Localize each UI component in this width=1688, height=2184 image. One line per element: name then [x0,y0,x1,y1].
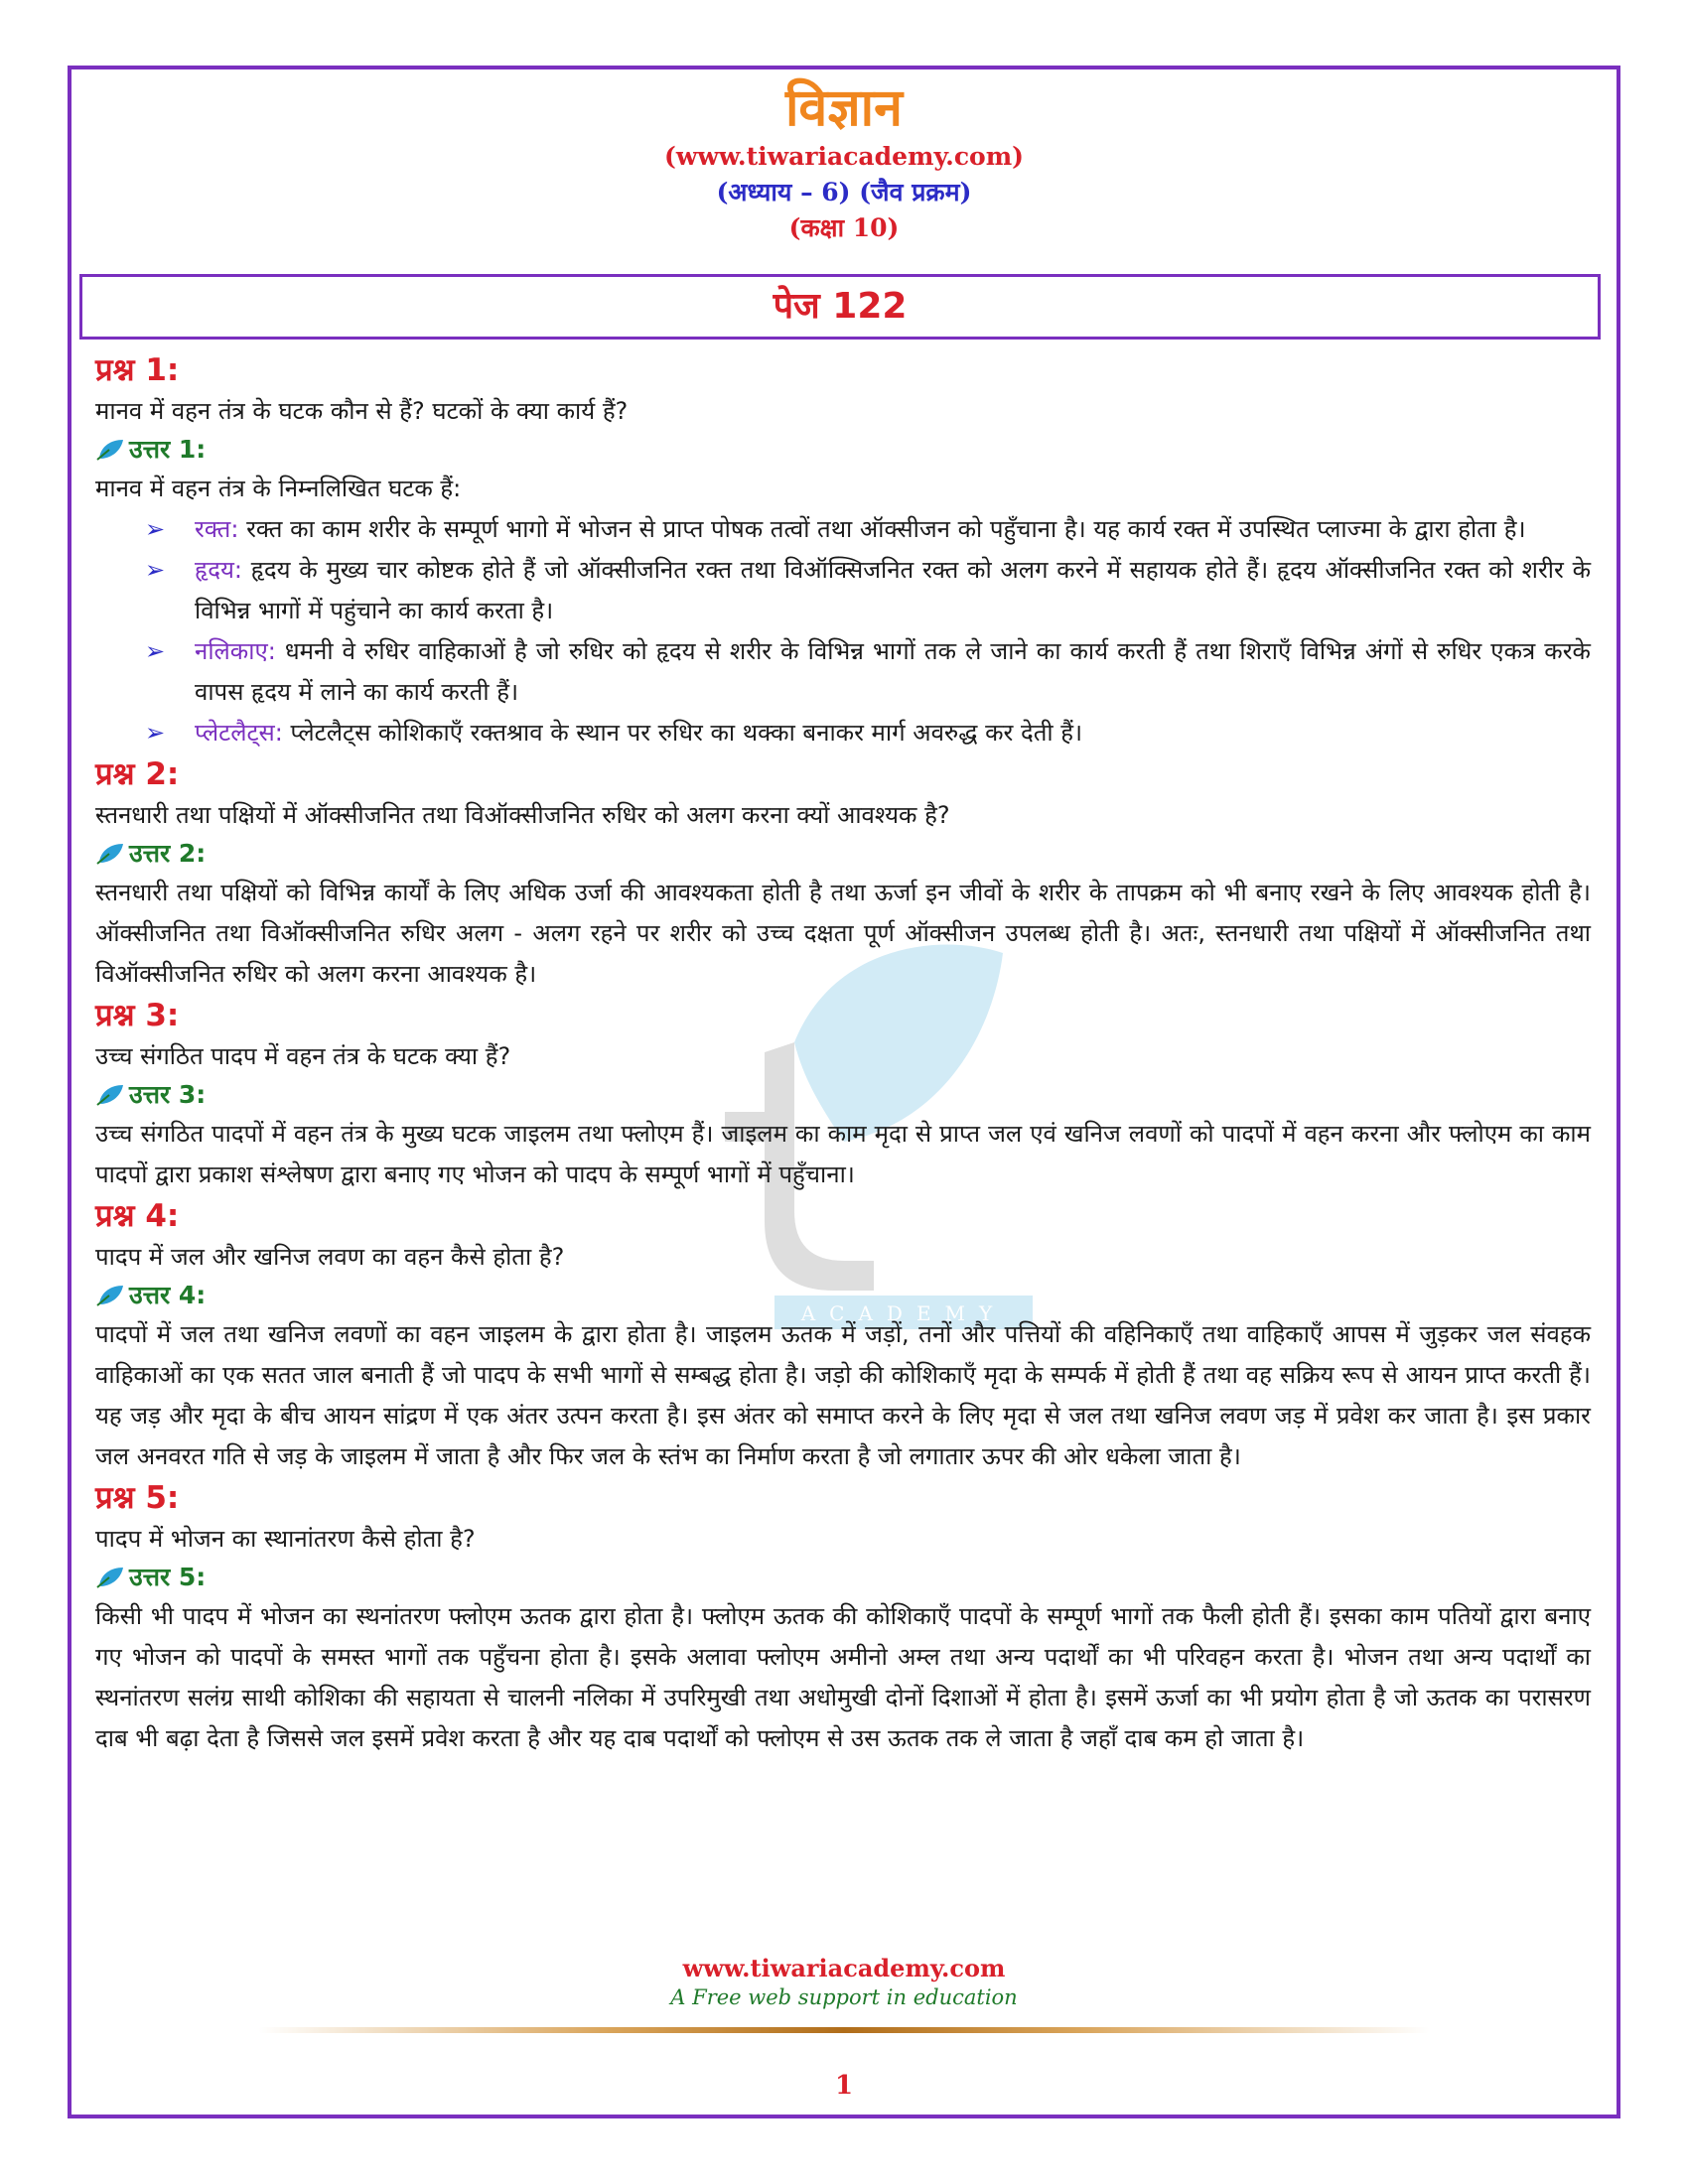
answer-label: उत्तर 3: [129,1080,207,1109]
answer-label-row [95,1559,1591,1596]
answer-label-row [95,1277,1591,1314]
answer-label-row [95,431,1591,469]
question-block-1 [95,349,1591,753]
bullet-term: हृदय: [195,556,242,584]
footer-tagline: A Free web support in education [670,1985,1018,2009]
question-label: प्रश्न 4: [95,1198,180,1234]
question-block-3 [95,995,1591,1195]
question-text: पादप में जल और खनिज लवण का वहन कैसे होता है? [95,1243,565,1271]
question-text: मानव में वहन तंत्र के घटक कौन से हैं? घटकों के क्या कार्य हैं? [95,397,629,425]
bullet-list [95,509,1591,753]
answer-label: उत्तर 2: [129,839,207,868]
bullet-term: प्लेटलैट्स: [195,719,283,747]
bullet-item [145,550,1591,631]
page-footer [71,1954,1617,2033]
arrow-bullet-icon: ➢ [145,637,166,665]
answer-text: पादपों में जल तथा खनिज लवणों का वहन जाइलम के द्वारा होता है। जाइलम ऊतक में जड़ों, तनों और पत्तियों की वहिनिकाएँ तथा वाहिकाएँ आपस में जुड़कर जल संवहक वाहिकाओं का एक सतत जाल बनाती हैं जो पादप के सभी भागों से सम्बद्ध होता है। जड़ो की कोशिकाएँ मृदा के सम्पर्क में होती हैं तथा वह सक्रिय रूप से आयन प्राप्त करती हैं। यह जड़ और मृदा के बीच आयन सांद्रण में एक अंतर उत्पन करता है। इस अंतर को समाप्त करने के लिए मृदा से जल तथा खनिज लवण जड़ में प्रवेश कर जाता है। इस प्रकार जल अनवरत गति से जड़ के जाइलम में जाता है और फिर जल के स्तंभ का निर्माण करता है जो लगातार ऊपर की ओर धकेला जाता है। [95,1320,1591,1470]
answer-text: उच्च संगठित पादपों में वहन तंत्र के मुख्य घटक जाइलम तथा फ्लोएम हैं। जाइलम का काम मृदा से प्राप्त जल एवं खनिज लवणों को पादपों में वहन करना और फ्लोएम का काम पादपों द्वारा प्रकाश संश्लेषण द्वारा बनाए गए भोजन को पादप के सम्पूर्ण भागों में पहुँचाना। [95,1120,1591,1188]
page-number: 1 [834,2071,854,2101]
chapter-title: (अध्याय – 6) (जैव प्रक्रम) [716,178,972,206]
footer-website[interactable]: www.tiwariacademy.com [682,1954,1006,1982]
header-website[interactable]: (www.tiwariacademy.com) [663,142,1024,171]
arrow-bullet-icon: ➢ [145,556,166,584]
leaf-icon [95,438,125,462]
leaf-icon [95,1284,125,1307]
bullet-item [145,631,1591,713]
answer-label-row [95,1076,1591,1114]
page-label: पेज 122 [79,274,1601,340]
question-label: प्रश्न 5: [95,1480,180,1516]
answer-text: स्तनधारी तथा पक्षियों को विभिन्न कार्यों के लिए अधिक उर्जा की आवश्यकता होती है तथा ऊर्जा इन जीवों के शरीर के तापक्रम को भी बनाए रखने के लिए आवश्यक होती है। ऑक्सीजनित तथा विऑक्सीजनित रुधिर अलग - अलग रहने पर शरीर को उच्च दक्षता पूर्ण ऑक्सीजन उपलब्ध होती है। अतः, स्तनधारी तथा पक्षियों में ऑक्सीजनित तथा विऑक्सीजनित रुधिर को अलग करना आवश्यक है। [95,879,1591,988]
question-block-4 [95,1195,1591,1477]
bullet-text: रक्त का काम शरीर के सम्पूर्ण भागो में भोजन से प्राप्त पोषक तत्वों तथा ऑक्सीजन को पहुँचाना है। यह कार्य रक्त में उपस्थित प्लाज्मा के द्वारा होता है। [238,515,1526,543]
answer-label: उत्तर 1: [129,435,207,464]
question-label: प्रश्न 2: [95,756,180,792]
arrow-bullet-icon: ➢ [145,515,166,543]
page-header [71,77,1617,246]
leaf-icon [95,1083,125,1107]
answer-label-row [95,835,1591,873]
bullet-text: हृदय के मुख्य चार कोष्टक होते हैं जो ऑक्सीजनित रक्त तथा विऑक्सिजनित रक्त को अलग करने में सहायक होते हैं। हृदय ऑक्सीजनित रक्त को शरीर के विभिन्न भागों में पहुंचाने का कार्य करता है। [195,556,1591,624]
bullet-text: प्लेटलैट्स कोशिकाएँ रक्तश्राव के स्थान पर रुधिर का थक्का बनाकर मार्ग अवरुद्ध कर देती हैं। [282,719,1083,747]
bullet-text: धमनी वे रुधिर वाहिकाओं है जो रुधिर को हृदय से शरीर के विभिन्न भागों तक ले जाने का कार्य करती हैं तथा शिराएँ विभिन्न अंगों से रुधिर एकत्र करके वापस हृदय में लाने का कार्य करती हैं। [195,637,1591,706]
answer-text: किसी भी पादप में भोजन का स्थनांतरण फ्लोएम ऊतक द्वारा होता है। फ्लोएम ऊतक की कोशिकाएँ पादपों के सम्पूर्ण भागों तक फैली होती हैं। इसका काम पतियों द्वारा बनाए गए भोजन को पादपों के समस्त भागों तक पहुँचना होता है। इसके अलावा फ्लोएम अमीनो अम्ल तथा अन्य पदार्थों का भी परिवहन करता है। भोजन तथा अन्य पदार्थों का स्थनांतरण सलंग्र साथी कोशिका की सहायता से चालनी नलिका में उपरिमुखी तथा अधोमुखी दोनों दिशाओं में होता है। इसमें ऊर्जा का भी प्रयोग होता है जो ऊतक का परासरण दाब भी बढ़ा देता है जिससे जल इसमें प्रवेश करता है और यह दाब पदार्थों को फ्लोएम से उस ऊतक तक ले जाता है जहाँ दाब कम हो जाता है। [95,1602,1591,1752]
question-label: प्रश्न 1: [95,352,180,388]
question-text: स्तनधारी तथा पक्षियों में ऑक्सीजनित तथा विऑक्सीजनित रुधिर को अलग करना क्यों आवश्यक है? [95,801,950,829]
bullet-item [145,509,1591,550]
question-label: प्रश्न 3: [95,998,180,1033]
qa-content [95,349,1591,1759]
bullet-item [145,713,1591,753]
question-block-2 [95,753,1591,995]
bullet-term: रक्त: [195,515,239,543]
answer-label: उत्तर 4: [129,1281,207,1309]
watermark-academy-text: ACADEMY [800,1301,1007,1325]
question-text: पादप में भोजन का स्थानांतरण कैसे होता है? [95,1525,476,1553]
leaf-icon [95,842,125,866]
question-text: उच्च संगठित पादप में वहन तंत्र के घटक क्या हैं? [95,1042,511,1070]
subject-title: विज्ञान [784,78,904,138]
footer-divider [258,2027,1430,2033]
class-label: (कक्षा 10) [788,213,900,242]
question-block-5 [95,1477,1591,1759]
answer-label: उत्तर 5: [129,1563,207,1591]
arrow-bullet-icon: ➢ [145,719,166,747]
leaf-icon [95,1566,125,1589]
answer-text: मानव में वहन तंत्र के निम्नलिखित घटक हैं: [95,475,462,502]
bullet-term: नलिकाए: [195,637,276,665]
